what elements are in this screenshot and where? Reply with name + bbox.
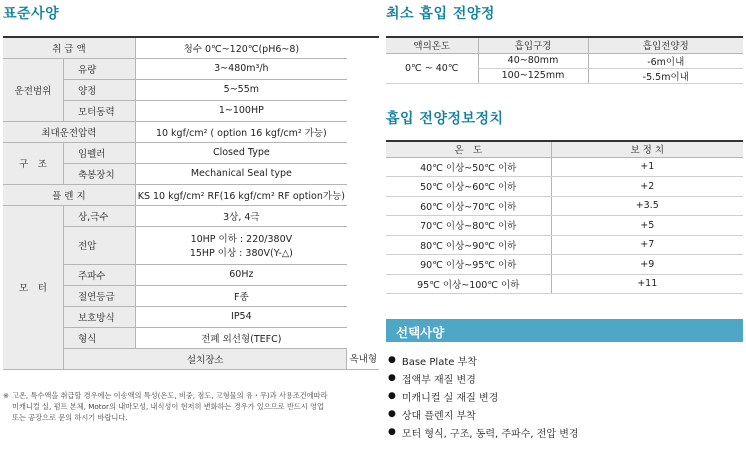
list-item bbox=[388, 369, 579, 387]
list-item bbox=[388, 423, 579, 441]
table-row bbox=[3, 121, 379, 142]
table-header-row bbox=[386, 141, 743, 157]
option-label: Base Plate 부착 bbox=[401, 356, 477, 368]
type-label: 형식 bbox=[63, 327, 135, 348]
header-correction: 보 정 치 bbox=[551, 141, 743, 157]
medium-value: 청수 0℃~120℃(pH6~8) bbox=[135, 37, 347, 58]
table-row bbox=[386, 177, 743, 197]
phase-value: 3상, 4극 bbox=[135, 205, 347, 226]
voltage-value bbox=[135, 226, 347, 264]
footnote bbox=[3, 390, 379, 423]
temp-range: 95℃ 이상~100℃ 이하 bbox=[386, 274, 551, 294]
header-temperature: 온 도 bbox=[386, 141, 551, 157]
table-row bbox=[386, 196, 743, 216]
bullet-icon: ● bbox=[388, 427, 396, 437]
freq-label: 주파수 bbox=[63, 264, 135, 285]
table-row bbox=[386, 274, 743, 294]
note-mark: ※ bbox=[3, 391, 10, 400]
bullet-icon: ● bbox=[388, 409, 396, 419]
flange-label: 플 렌 지 bbox=[3, 184, 135, 205]
temp-range: 50℃ 이상~60℃ 이하 bbox=[386, 177, 551, 197]
phase-label: 상,극수 bbox=[63, 205, 135, 226]
correction-table bbox=[386, 140, 743, 294]
option-label: 모터 형식, 구조, 동력, 주파수, 전압 변경 bbox=[401, 428, 579, 440]
table-row bbox=[3, 142, 379, 163]
power-label: 모터동력 bbox=[63, 100, 135, 121]
suction-head-value: -6m이내 bbox=[588, 53, 743, 68]
voltage-value-line-2: 15HP 이상 : 380V(Y-△) bbox=[189, 248, 293, 259]
correction-value: +7 bbox=[551, 235, 743, 255]
correction-value: +11 bbox=[551, 274, 743, 294]
correction-value: +9 bbox=[551, 255, 743, 275]
insulation-label: 절연등급 bbox=[63, 285, 135, 306]
min-suction-table bbox=[386, 36, 743, 84]
impeller-label: 임펠러 bbox=[63, 142, 135, 163]
table-row bbox=[386, 235, 743, 255]
suction-head-value: -5.5m이내 bbox=[588, 68, 743, 83]
head-value: 5~55m bbox=[135, 79, 347, 100]
temp-range: 90℃ 이상~95℃ 이하 bbox=[386, 255, 551, 275]
voltage-label: 전압 bbox=[63, 226, 135, 264]
bullet-icon: ● bbox=[388, 391, 396, 401]
bullet-icon: ● bbox=[388, 355, 396, 365]
min-suction-title: 최소 흡입 전양정 bbox=[386, 6, 495, 22]
note-line-3: 또는 공장으로 문의 하시기 바랍니다. bbox=[12, 413, 128, 422]
flange-value: KS 10 kgf/cm² RF(16 kgf/cm² RF option가능) bbox=[135, 184, 347, 205]
op-range-label: 운전범위 bbox=[3, 58, 63, 121]
table-row bbox=[3, 58, 379, 79]
temp-range: 60℃ 이상~70℃ 이하 bbox=[386, 196, 551, 216]
list-item bbox=[388, 387, 579, 405]
table-row bbox=[386, 255, 743, 275]
table-row bbox=[386, 157, 743, 177]
table-header-row bbox=[386, 37, 743, 53]
header-bore: 흡입구경 bbox=[478, 37, 588, 53]
list-item bbox=[388, 405, 579, 423]
option-label: 미캐니컬 실 재질 변경 bbox=[401, 392, 499, 404]
bullet-icon: ● bbox=[388, 373, 396, 383]
options-list bbox=[388, 351, 579, 441]
type-value: 전폐 외선형(TEFC) bbox=[135, 327, 347, 348]
options-banner: 선택사양 bbox=[386, 319, 743, 342]
table-row bbox=[3, 37, 379, 58]
table-row bbox=[386, 216, 743, 236]
correction-value: +3.5 bbox=[551, 196, 743, 216]
install-label: 설치장소 bbox=[63, 348, 347, 369]
motor-label: 모 터 bbox=[3, 205, 63, 369]
max-pressure-value: 10 kgf/cm² ( option 16 kgf/cm² 가능) bbox=[135, 121, 347, 142]
temp-range: 40℃ 이상~50℃ 이하 bbox=[386, 157, 551, 177]
option-label: 접액부 재질 변경 bbox=[401, 374, 476, 386]
protection-label: 보호방식 bbox=[63, 306, 135, 327]
medium-label: 취 급 액 bbox=[3, 37, 135, 58]
protection-value: IP54 bbox=[135, 306, 347, 327]
table-row bbox=[386, 53, 743, 68]
temp-range: 80℃ 이상~90℃ 이하 bbox=[386, 235, 551, 255]
header-suction-head: 흡입전양정 bbox=[588, 37, 743, 53]
install-value: 옥내형 bbox=[347, 348, 379, 369]
flow-value: 3~480m³/h bbox=[135, 58, 347, 79]
correction-title: 흡입 전양정보정치 bbox=[386, 111, 504, 127]
note-line-1: 고온, 특수액을 취급할 경우에는 이송액의 특성(온도, 비중, 점도, 고형물의 유・무)과 사용조건에따라 bbox=[12, 391, 328, 400]
seal-label: 축봉장치 bbox=[63, 163, 135, 184]
option-label: 상대 플렌지 부착 bbox=[401, 410, 476, 422]
standard-spec-table bbox=[3, 36, 379, 370]
bore-value: 100~125mm bbox=[478, 68, 588, 83]
correction-value: +1 bbox=[551, 157, 743, 177]
temperature-range: 0℃ ~ 40℃ bbox=[386, 53, 478, 83]
head-label: 양정 bbox=[63, 79, 135, 100]
list-item bbox=[388, 351, 579, 369]
standard-spec-title: 표준사양 bbox=[3, 6, 60, 22]
insulation-value: F종 bbox=[135, 285, 347, 306]
voltage-value-line-1: 10HP 이하 : 220/380V bbox=[190, 234, 293, 245]
flow-label: 유량 bbox=[63, 58, 135, 79]
max-pressure-label: 최대운전압력 bbox=[3, 121, 135, 142]
table-row bbox=[3, 205, 379, 226]
correction-value: +2 bbox=[551, 177, 743, 197]
table-row bbox=[3, 184, 379, 205]
structure-label: 구 조 bbox=[3, 142, 63, 184]
seal-value: Mechanical Seal type bbox=[135, 163, 347, 184]
header-temperature: 액의온도 bbox=[386, 37, 478, 53]
impeller-value: Closed Type bbox=[135, 142, 347, 163]
correction-value: +5 bbox=[551, 216, 743, 236]
power-value: 1~100HP bbox=[135, 100, 347, 121]
temp-range: 70℃ 이상~80℃ 이하 bbox=[386, 216, 551, 236]
note-line-2: 미캐니컬 실, 펌프 본체, Motor의 내마모성, 내식성이 현저히 변화하는 경우가 있으므로 반드시 영업 bbox=[12, 402, 324, 411]
freq-value: 60Hz bbox=[135, 264, 347, 285]
bore-value: 40~80mm bbox=[478, 53, 588, 68]
